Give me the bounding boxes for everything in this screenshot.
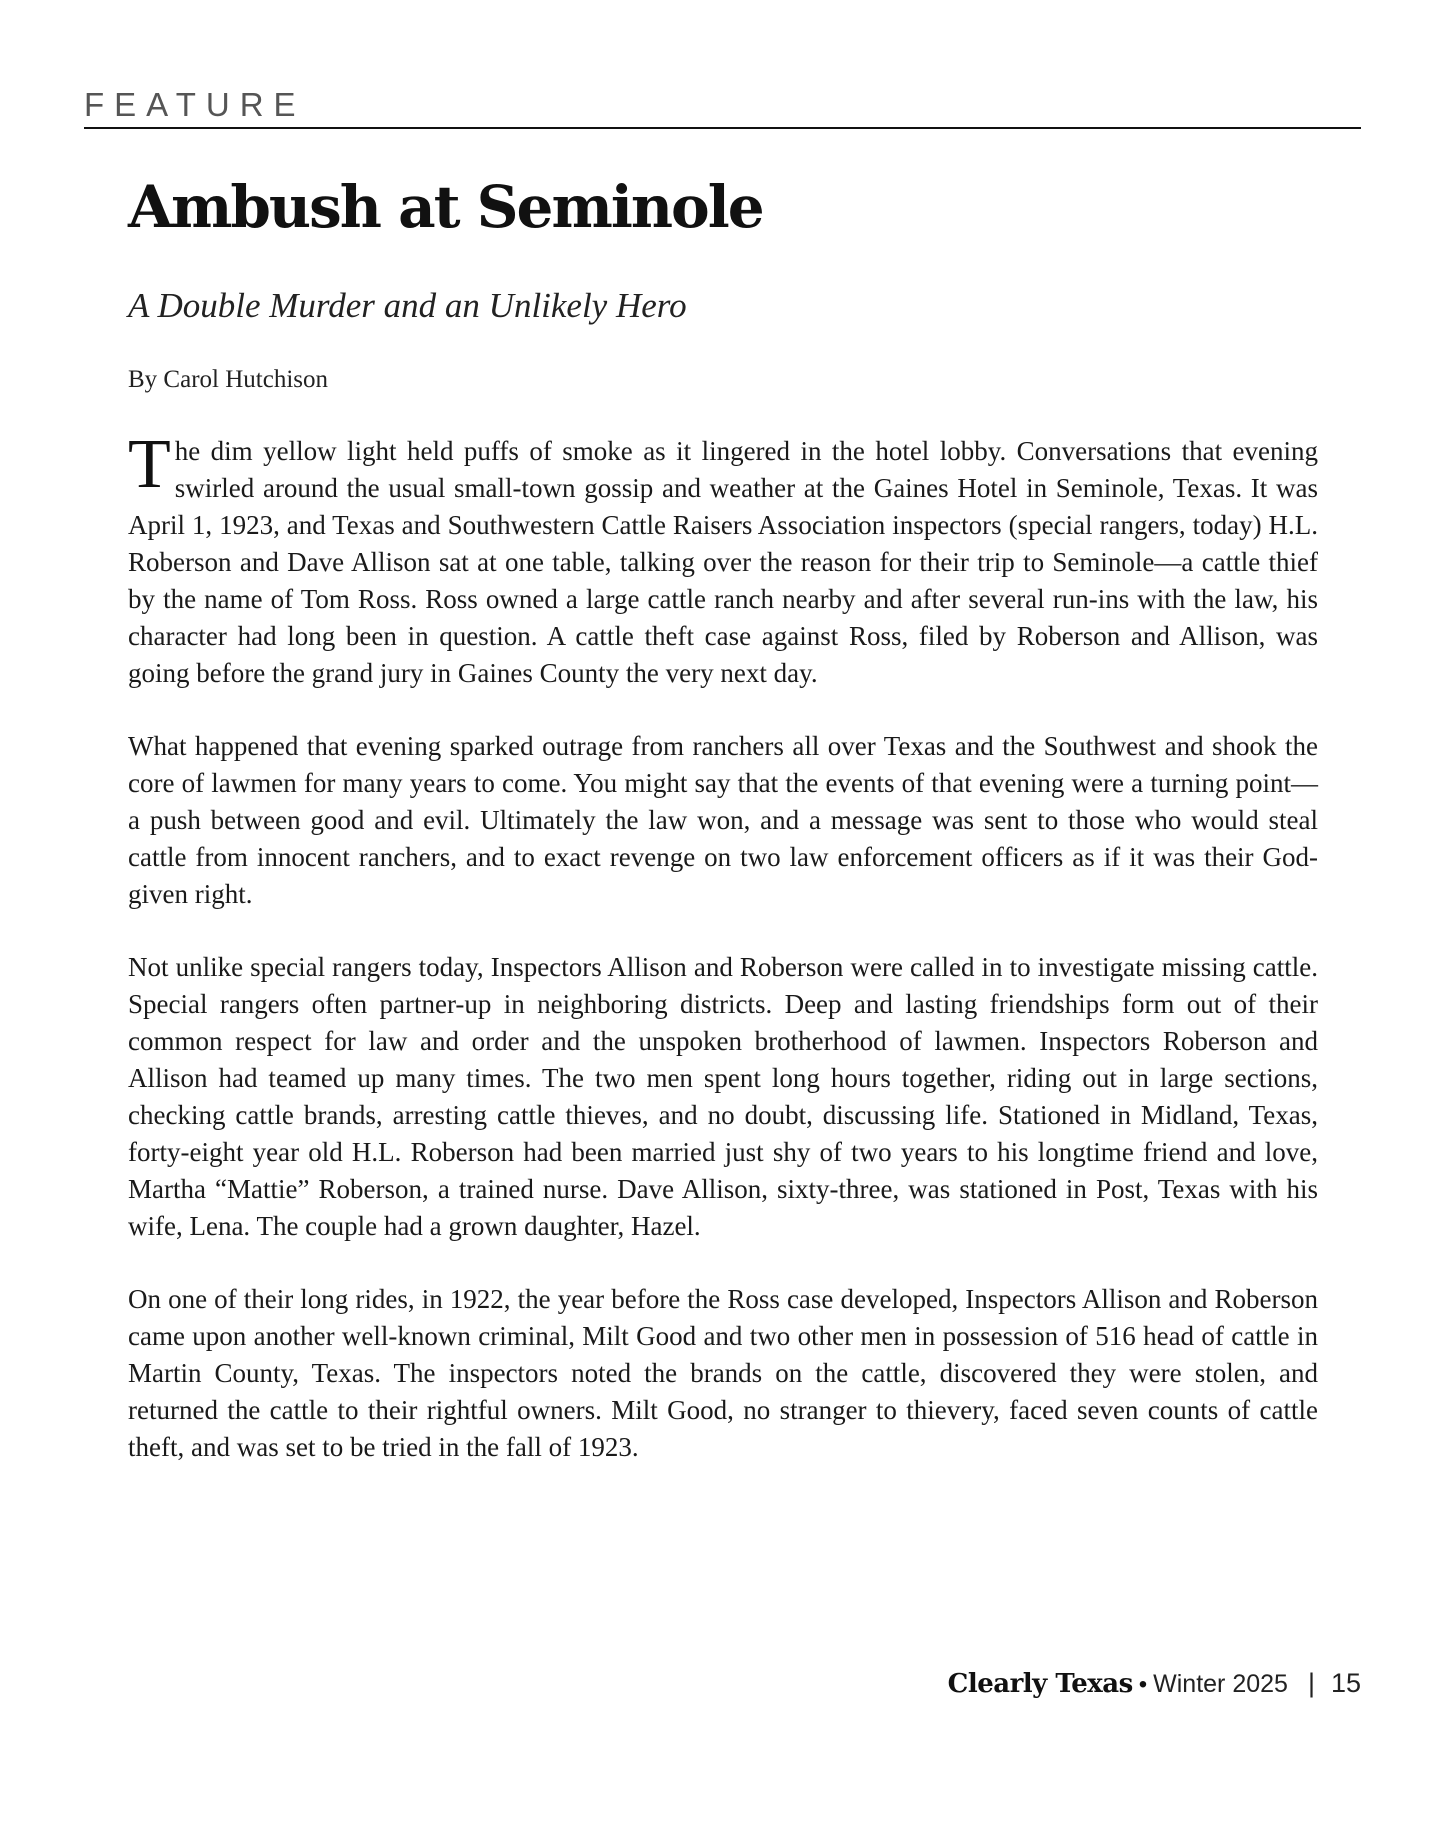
page-footer [948, 1668, 1361, 1699]
byline: By Carol Hutchison [128, 366, 328, 393]
article-subtitle: A Double Murder and an Unlikely Hero [128, 286, 687, 325]
publication-name: Clearly Texas [947, 1669, 1133, 1699]
paragraph-2: What happened that evening sparked outrage from ranchers all over Texas and the Southwest and shook the core of lawmen for many years to come. You might say that the events of that evening were a turning point—a push between good and evil. Ultimately the law won, and a message was sent to those who would steal cattle from innocent ranchers, and to exact revenge on two law enforcement officers as if it was their God-given right. [128, 731, 1318, 909]
article-title: Ambush at Seminole [128, 173, 763, 241]
issue-label: Winter 2025 [1153, 1670, 1288, 1698]
paragraph-3: Not unlike special rangers today, Inspectors Allison and Roberson were called in to investigate missing cattle. Special rangers often partner-up in neighboring districts. Deep and lasting friendships form out of their common respect for law and order and the unspoken brotherhood of lawmen. Inspectors Roberson and Allison had teamed up many times. The two men spent long hours together, riding out in large sections, checking cattle brands, arresting cattle thieves, and no doubt, discussing life. Stationed in Midland, Texas, forty-eight year old H.L. Roberson had been married just shy of two years to his longtime friend and love, Martha “Mattie” Roberson, a trained nurse. Dave Allison, sixty-three, was stationed in Post, Texas with his wife, Lena. The couple had a grown daughter, Hazel. [128, 952, 1318, 1241]
section-divider [84, 127, 1361, 129]
bullet-separator: • [1138, 1671, 1148, 1698]
paragraph-1-text: he dim yellow light held puffs of smoke as it lingered in the hotel lobby. Conversations that evening swirled around the usual small-town gossip and weather at the Gaines Hotel in Seminole, Texas. It was April 1, 1923, and Texas and Southwestern Cattle Raisers Association inspectors (special rangers, today) H.L. Roberson and Dave Allison sat at one table, talking over the reason for their trip to Seminole—a cattle thief by the name of Tom Ross. Ross owned a large cattle ranch nearby and after several run-ins with the law, his character had long been in question. A cattle theft case against Ross, filed by Roberson and Allison, was going before the grand jury in Gaines County the very next day. [128, 436, 1318, 688]
footer-divider: | [1307, 1668, 1315, 1698]
drop-cap: T [128, 426, 171, 503]
section-label: FEATURE [84, 86, 306, 123]
article-body [128, 426, 1318, 1502]
paragraph-4: On one of their long rides, in 1922, the year before the Ross case developed, Inspectors Allison and Roberson came upon another well-known criminal, Milt Good and two other men in possession of 516 head of cattle in Martin County, Texas. The inspectors noted the brands on the cattle, discovered they were stolen, and returned the cattle to their rightful owners. Milt Good, no stranger to thievery, faced seven counts of cattle theft, and was set to be tried in the fall of 1923. [128, 1284, 1318, 1462]
page-number: 15 [1330, 1668, 1361, 1698]
paragraph-1 [128, 426, 1318, 692]
